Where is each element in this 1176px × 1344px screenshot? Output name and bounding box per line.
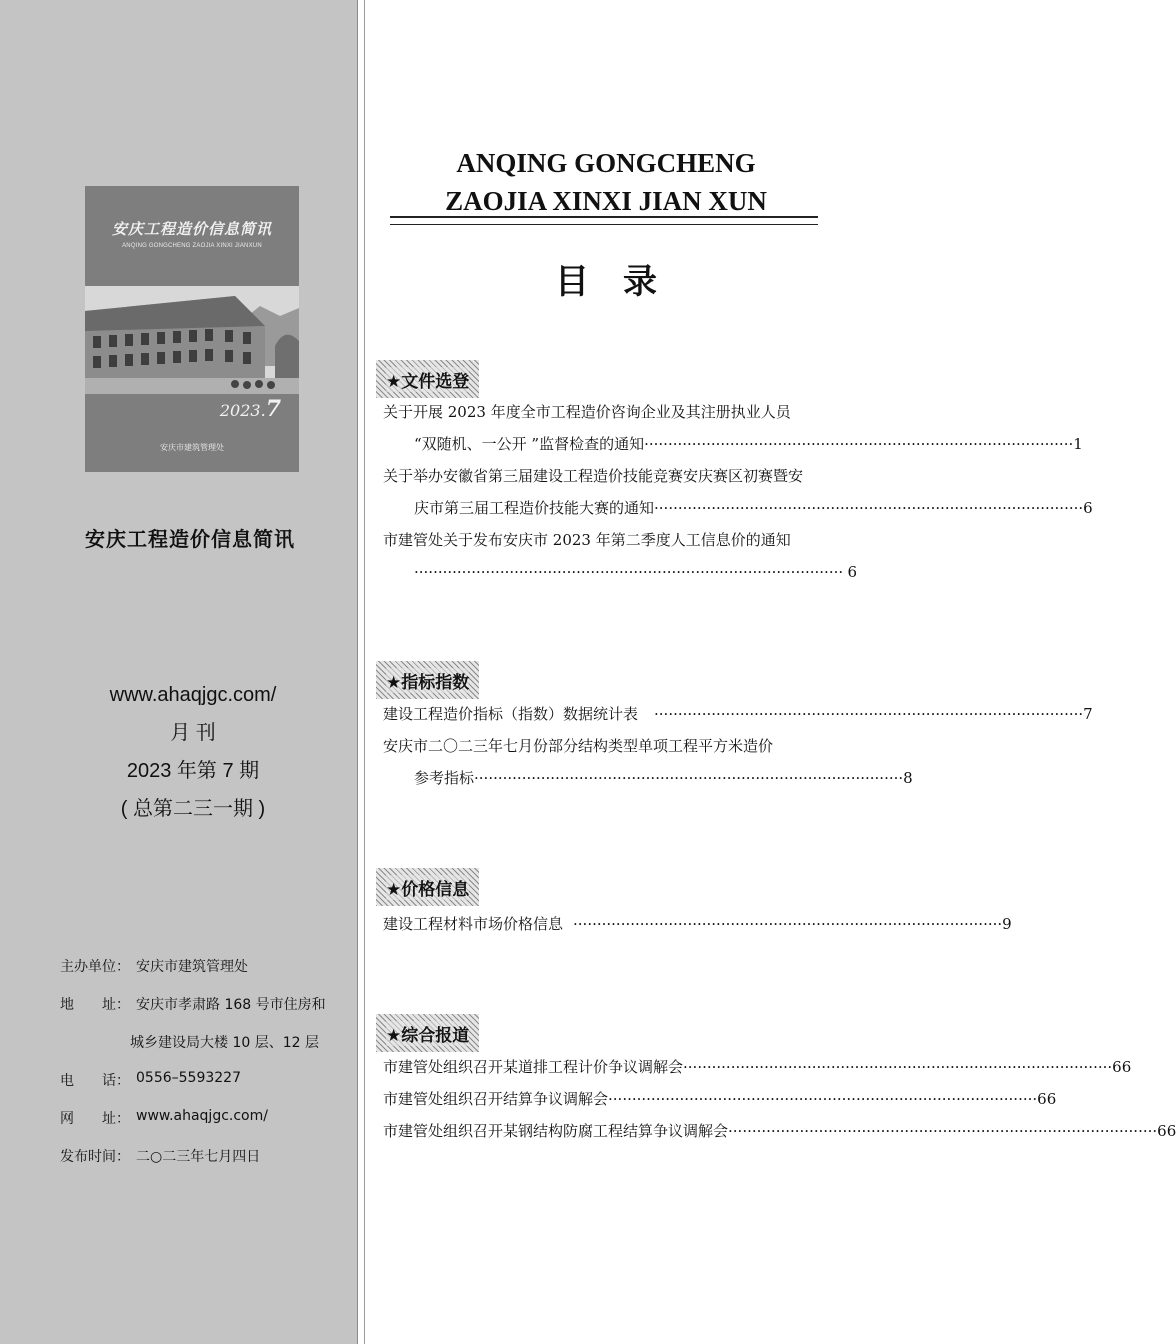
dot-leader: ·························································································· xyxy=(654,499,1084,517)
cover-title: 安庆工程造价信息简讯 xyxy=(111,220,272,238)
address-label: 地 址： xyxy=(60,997,130,1013)
toc-heading: 目录 xyxy=(555,262,691,302)
dot-leader: ·························································································· xyxy=(654,705,1084,723)
cover-subtitle: ANQING GONGCHENG ZAOJIA XINXI JIANXUN xyxy=(122,243,262,249)
web-value: www.ahaqjgc.com/ xyxy=(136,1108,268,1124)
toc-entry-line: 市建管处组织召开某钢结构防腐工程结算争议调解会 ·························································································· 66 xyxy=(383,1119,857,1143)
page-number: 6 xyxy=(847,563,857,581)
toc-entry-line xyxy=(414,560,857,584)
toc-entry-line: 参考指标 ·························································································· 8 xyxy=(414,766,857,790)
dot-leader: ·························································································· xyxy=(683,1058,1113,1076)
phone-value: 0556–5593227 xyxy=(136,1070,241,1086)
web-label: 网 址： xyxy=(60,1111,130,1127)
toc-entry-line: 市建管处组织召开结算争议调解会 ·························································································· 66 xyxy=(383,1087,857,1111)
dot-leader: ·························································································· xyxy=(608,1090,1038,1108)
sponsor-row xyxy=(60,956,360,994)
frequency-label: 月 刊 xyxy=(170,722,216,744)
section-heading: ★价格信息 xyxy=(376,868,479,906)
english-title-line2: ZAOJIA XINXI JIAN XUN xyxy=(445,186,767,216)
address-row-continued xyxy=(60,1032,360,1070)
sponsor-label: 主办单位： xyxy=(60,959,130,975)
address-row xyxy=(60,994,360,1032)
section-heading: ★文件选登 xyxy=(376,360,479,398)
dot-leader: ·························································································· xyxy=(728,1122,1158,1140)
page-number: 1 xyxy=(1073,435,1083,453)
phone-label: 电 话： xyxy=(60,1073,130,1089)
dot-leader: ·························································································· xyxy=(644,435,1074,453)
website-url: www.ahaqjgc.com/ xyxy=(109,684,277,706)
page-number: 8 xyxy=(903,769,913,787)
dot-leader: ·························································································· xyxy=(573,915,1003,933)
section-heading: ★指标指数 xyxy=(376,661,479,699)
phone-row xyxy=(60,1070,360,1108)
toc-entry-line: 关于举办安徽省第三届建设工程造价技能竞赛安庆赛区初赛暨安 xyxy=(383,467,804,485)
magazine-name: 安庆工程造价信息简讯 xyxy=(85,527,295,551)
issue-label: 2023 年第 7 期 xyxy=(126,760,260,782)
page-number: 6 xyxy=(1083,499,1093,517)
page-number: 66 xyxy=(1157,1122,1176,1140)
page-divider xyxy=(364,0,365,1344)
contact-info xyxy=(60,956,360,1184)
date-value: 二○二三年七月四日 xyxy=(136,1149,261,1165)
page-number: 66 xyxy=(1112,1058,1132,1076)
publication-info xyxy=(0,676,386,828)
toc-entry-line: 建设工程材料市场价格信息 ·························································································· 9 xyxy=(383,912,857,936)
address-value: 安庆市孝肃路 168 号市住房和 xyxy=(136,997,326,1013)
sponsor-value: 安庆市建筑管理处 xyxy=(136,959,248,975)
page-number: 9 xyxy=(1002,915,1012,933)
web-row xyxy=(60,1108,360,1146)
toc-entry-line: 市建管处关于发布安庆市 2023 年第二季度人工信息价的通知 xyxy=(383,531,791,549)
date-row xyxy=(60,1146,360,1184)
page-number: 66 xyxy=(1037,1090,1057,1108)
cover-publisher: 安庆市建筑管理处 xyxy=(160,443,224,452)
cover-year: 2023.7 xyxy=(219,396,281,422)
date-label: 发布时间： xyxy=(60,1149,130,1165)
english-title xyxy=(388,144,824,220)
toc-entry-line: “双随机、一公开 ”监督检查的通知 ·························································································· 1 xyxy=(414,432,857,456)
toc-entry-line: 建设工程造价指标（指数）数据统计表 ·························································································· 7 xyxy=(383,702,857,726)
toc-entry-line: 市建管处组织召开某道排工程计价争议调解会 ·························································································· 66 xyxy=(383,1055,857,1079)
toc-entry-line: 安庆市二〇二三年七月份部分结构类型单项工程平方米造价 xyxy=(383,737,774,755)
page-number: 7 xyxy=(1083,705,1093,723)
section-heading: ★综合报道 xyxy=(376,1014,479,1052)
total-issue-label: ( 总第二三一期 ) xyxy=(120,798,266,820)
dot-leader: ·························································································· xyxy=(474,769,904,787)
address-value-2: 城乡建设局大楼 10 层、12 层 xyxy=(130,1035,319,1051)
toc-entry-line: 关于开展 2023 年度全市工程造价咨询企业及其注册执业人员 xyxy=(383,403,791,421)
title-double-rule xyxy=(390,216,818,225)
cover-thumbnail xyxy=(85,186,299,472)
cover-building-photo xyxy=(85,286,299,394)
english-title-line1: ANQING GONGCHENG xyxy=(456,148,756,178)
dot-leader: ·························································································· xyxy=(414,563,844,581)
toc-entry-line: 庆市第三届工程造价技能大赛的通知 ·························································································· 6 xyxy=(414,496,857,520)
